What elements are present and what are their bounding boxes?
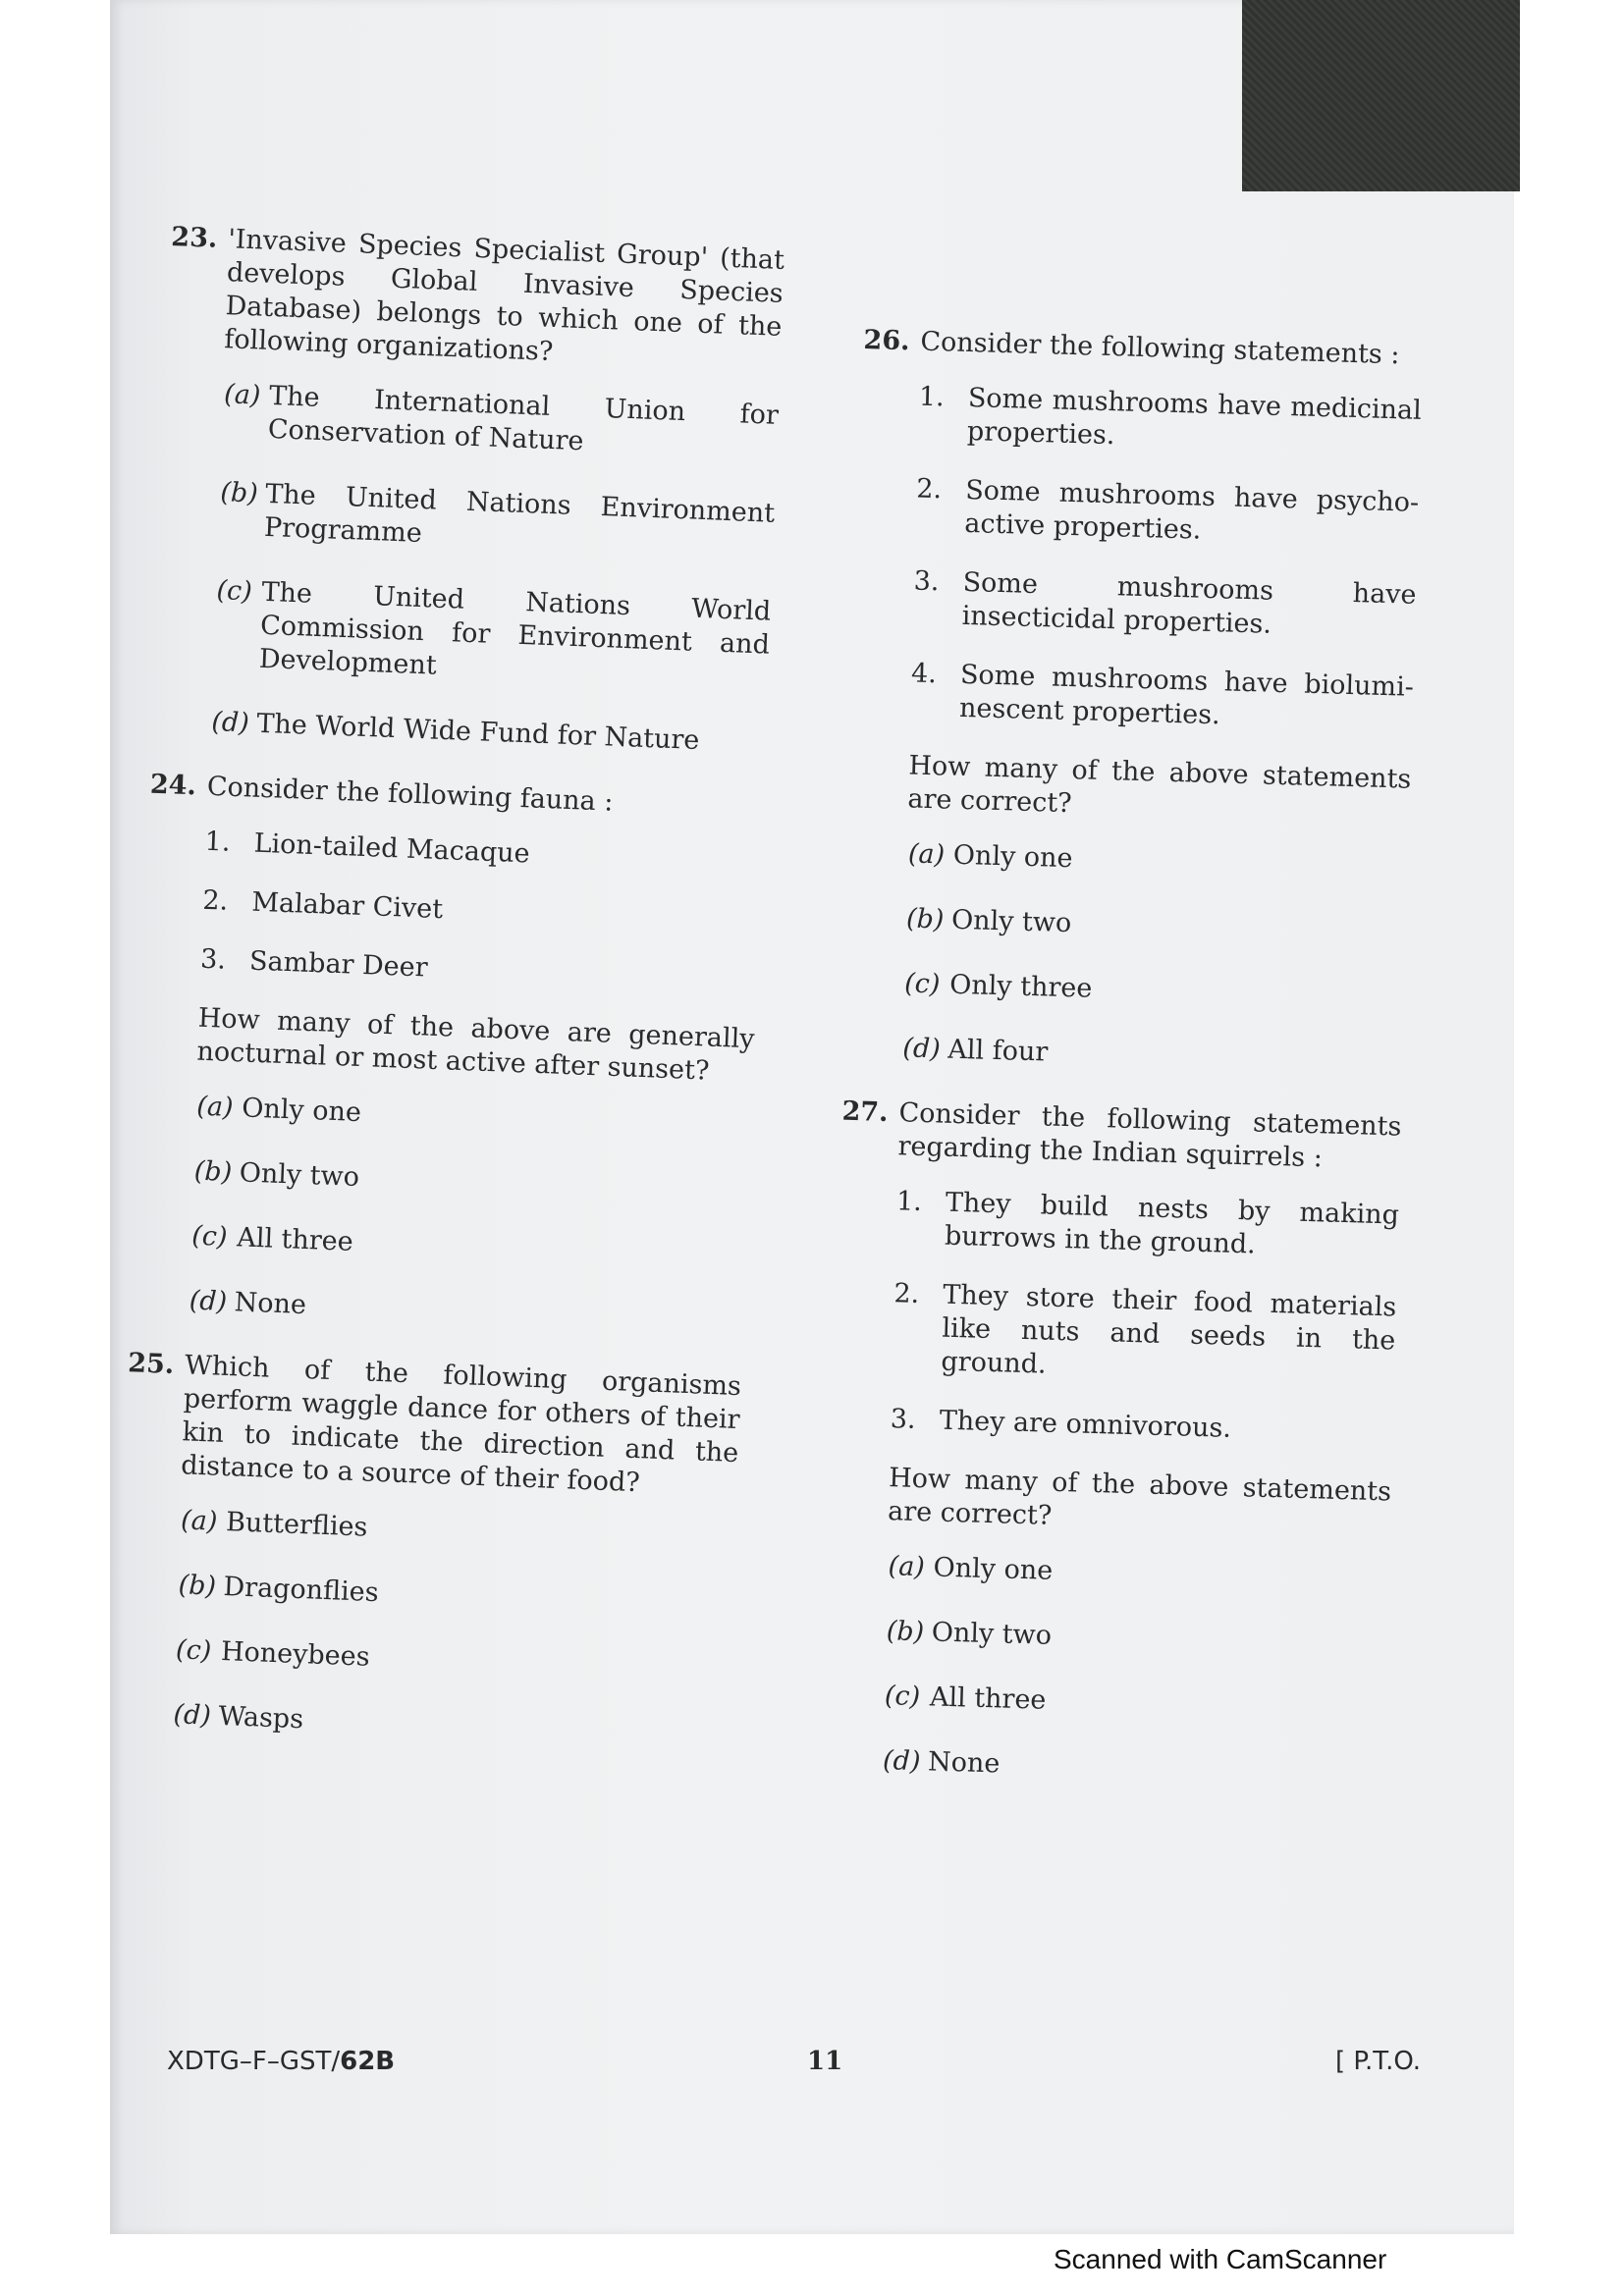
option-label: (b) [905, 903, 945, 935]
statement-text: Sambar Deer [248, 945, 429, 984]
option-label: (a) [180, 1505, 218, 1537]
statement-1 [918, 381, 1423, 461]
statement-text: Some mushrooms have medicinal properties. [966, 382, 1423, 452]
option-d [187, 1284, 744, 1339]
option-text: All four [947, 1034, 1049, 1068]
option-text: All three [236, 1222, 354, 1257]
booklet-code-prefix: XDTG–F–GST/ [167, 2047, 341, 2076]
statement-label: 2. [915, 473, 943, 506]
option-text: Dragonflies [223, 1572, 380, 1609]
statement-2 [202, 884, 760, 939]
scanner-watermark: Scanned with CamScanner [1054, 2244, 1387, 2274]
option-text: Only one [952, 839, 1073, 875]
background-fabric [1242, 0, 1520, 191]
question-number: 23. [170, 221, 218, 254]
statement-label: 4. [910, 658, 938, 690]
option-label: (c) [175, 1634, 212, 1667]
option-c [189, 1219, 747, 1274]
option-text: Honeybees [220, 1636, 371, 1673]
statement-text: They build nests by making burrows in the ground. [944, 1187, 1400, 1260]
option-label: (d) [172, 1699, 212, 1732]
question-26 [843, 324, 1424, 1080]
option-text: Butterflies [225, 1507, 368, 1543]
option-a [220, 378, 779, 466]
option-b [216, 476, 775, 564]
question-number: 24. [149, 769, 197, 802]
statement-text: Malabar Civet [250, 886, 444, 926]
statement-text: Some mushrooms have insecticidal properties. [961, 566, 1417, 640]
question-prompt: How many of the above statements are correct? [887, 1463, 1392, 1531]
option-a [886, 1550, 1389, 1597]
option-label: (a) [907, 838, 946, 871]
option-text: None [234, 1287, 307, 1321]
option-b [176, 1569, 733, 1624]
option-text: The World Wide Fund for Nature [255, 708, 700, 757]
statement-1 [895, 1185, 1400, 1265]
statement-label: 1. [204, 826, 232, 858]
question-24 [130, 769, 764, 1340]
option-label: (d) [901, 1033, 942, 1065]
question-text: 'Invasive Species Specialist Group' (that develops Global Invasive Species Database) belongs to which one of the following organizations? [223, 224, 785, 367]
option-c [902, 967, 1406, 1014]
statement-text: Some mushrooms have biolumi-nescent properties. [958, 659, 1415, 731]
option-c [173, 1633, 730, 1688]
option-d [209, 706, 767, 761]
option-label: (b) [178, 1570, 217, 1602]
question-text: Consider the following fauna : [206, 771, 614, 818]
statement-1 [204, 826, 762, 881]
option-label: (a) [888, 1551, 926, 1583]
page-number: 11 [807, 2047, 843, 2076]
question-text: Consider the following statements : [920, 326, 1400, 371]
question-27 [824, 1095, 1402, 1792]
statement-2 [915, 473, 1420, 554]
question-number: 26. [863, 324, 910, 357]
statement-label: 3. [199, 943, 227, 976]
statement-3 [199, 943, 757, 998]
option-a [905, 837, 1409, 884]
option-text: Only two [931, 1617, 1053, 1651]
option-text: The United Nations World Commission for Environment and Development [258, 576, 772, 681]
statement-label: 1. [895, 1186, 923, 1217]
option-c [882, 1680, 1385, 1727]
statement-label: 3. [890, 1404, 917, 1435]
options [900, 837, 1409, 1079]
question-prompt: How many of the above statements are correct? [907, 750, 1412, 820]
right-column [823, 324, 1424, 1823]
question-text: Consider the following statements regarding the Indian squirrels : [897, 1097, 1402, 1174]
option-text: The International Union for Conservation of Nature [267, 380, 780, 457]
booklet-code [167, 2047, 395, 2076]
question-23 [152, 221, 785, 761]
option-text: The United Nations Environment Programme [263, 478, 776, 550]
statement-label: 2. [201, 884, 229, 917]
statement-text: They are omnivorous. [939, 1405, 1232, 1444]
options [881, 1550, 1389, 1791]
option-text: Only one [933, 1552, 1054, 1586]
question-number: 27. [841, 1095, 889, 1128]
option-label: (d) [882, 1745, 921, 1778]
option-label: (c) [903, 968, 941, 1000]
question-25 [114, 1347, 742, 1753]
statement-3 [890, 1403, 1393, 1450]
option-label: (c) [215, 575, 253, 608]
option-b [904, 902, 1408, 949]
option-d [900, 1032, 1404, 1079]
statement-2 [892, 1277, 1397, 1391]
option-label: (d) [210, 706, 250, 739]
statement-text: They store their food materials like nuts and seeds in the ground. [941, 1279, 1397, 1380]
option-label: (a) [223, 379, 261, 411]
option-label: (b) [886, 1616, 925, 1648]
option-label: (d) [189, 1285, 228, 1317]
option-label: (b) [219, 477, 259, 509]
option-label: (c) [884, 1681, 921, 1713]
pto-note: [ P.T.O. [1335, 2047, 1422, 2076]
statement-3 [912, 565, 1417, 646]
statement-4 [910, 657, 1415, 737]
option-text: All three [929, 1682, 1047, 1716]
option-text: None [927, 1746, 1001, 1780]
option-label: (c) [190, 1220, 229, 1253]
options [209, 378, 780, 760]
option-text: Only three [948, 969, 1093, 1004]
statement-label: 1. [918, 381, 946, 413]
statement-text: Some mushrooms have psycho-active properties. [963, 474, 1420, 546]
option-d [881, 1744, 1384, 1791]
option-b [884, 1615, 1387, 1662]
booklet-code-series: 62B [340, 2047, 396, 2076]
question-text: Which of the following organisms perform waggle dance for others of their kin to indicate the direction and the distance to a source of their food? [180, 1350, 742, 1499]
options [171, 1504, 735, 1753]
option-d [171, 1698, 729, 1753]
options [187, 1091, 751, 1340]
question-prompt: How many of the above are generally nocturnal or most active after sunset? [195, 1002, 756, 1087]
option-label: (b) [193, 1155, 233, 1189]
option-text: Wasps [217, 1700, 304, 1735]
statement-label: 2. [893, 1278, 920, 1309]
option-a [194, 1091, 752, 1146]
left-column [113, 221, 785, 1785]
option-text: Only two [239, 1157, 360, 1194]
option-text: Only two [950, 904, 1072, 939]
statement-label: 3. [913, 565, 940, 598]
statement-text: Lion-tailed Macaque [253, 828, 531, 870]
option-c [211, 574, 771, 696]
question-number: 25. [127, 1348, 175, 1380]
option-a [179, 1504, 736, 1559]
option-b [191, 1155, 749, 1210]
option-label: (a) [195, 1091, 235, 1124]
option-text: Only one [241, 1093, 362, 1129]
